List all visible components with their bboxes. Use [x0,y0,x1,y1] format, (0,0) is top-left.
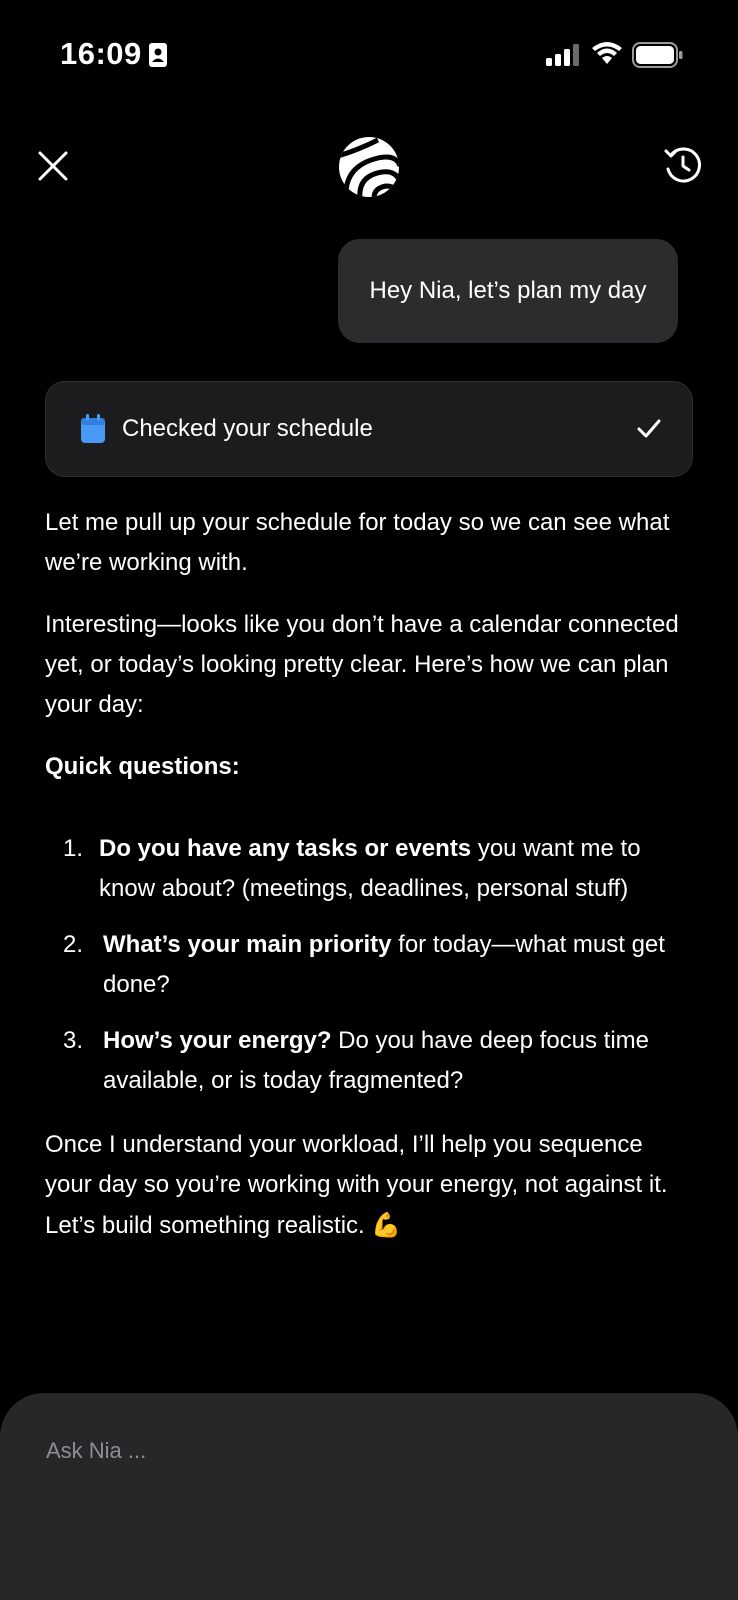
questions-list [45,829,695,1101]
history-button[interactable] [660,144,706,190]
check-icon [636,416,662,447]
close-button[interactable] [30,145,76,191]
assistant-paragraph-2: Interesting—looks like you don’t have a calendar connected yet, or today’s looking pretty clear. Here’s how we can plan your day: [45,611,679,718]
list-item [45,1021,695,1101]
list-item-number: 1. [63,835,84,862]
calendar-icon [80,414,106,449]
wifi-icon [592,42,622,71]
list-item-number: 2. [63,931,84,958]
list-item-bold: What’s your main priority [103,931,392,958]
list-item-bold: How’s your energy? [103,1027,332,1054]
assistant-closing-text: Once I understand your workload, I’ll help you sequence your day so you’re working with your energy, not against it. Let’s build something realistic. [45,1131,668,1239]
list-item-number: 3. [63,1027,84,1054]
list-item-text: Do you have deep focus time available, or is today fragmented? [103,1027,650,1094]
quick-questions-heading: Quick questions: [45,753,240,780]
tool-call-label: Checked your schedule [122,415,373,442]
assistant-message [45,503,695,1268]
tool-call-card[interactable] [45,381,693,477]
assistant-closing [45,1125,695,1246]
composer [0,1393,738,1600]
list-item-text: you want me to know about? (meetings, deadlines, personal stuff) [99,835,641,902]
list-item [45,925,695,1005]
close-icon [37,150,69,187]
assistant-paragraph-1: Let me pull up your schedule for today so we can see what we’re working with. [45,509,670,576]
brand-logo-icon [338,136,400,203]
status-time: 16:09 [60,36,142,71]
ask-input[interactable] [46,1423,686,1479]
flexed-biceps-emoji: 💪 [371,1211,402,1239]
user-message-text: Hey Nia, let’s plan my day [369,277,647,304]
id-badge-icon [148,42,168,73]
user-message-bubble [338,239,678,343]
status-bar [0,0,738,110]
battery-icon [632,42,684,73]
list-item-bold: Do you have any tasks or events [99,835,472,862]
history-icon [663,145,703,190]
list-item-text: for today—what must get done? [103,931,665,998]
list-item [45,829,695,909]
signal-icon [546,44,582,71]
